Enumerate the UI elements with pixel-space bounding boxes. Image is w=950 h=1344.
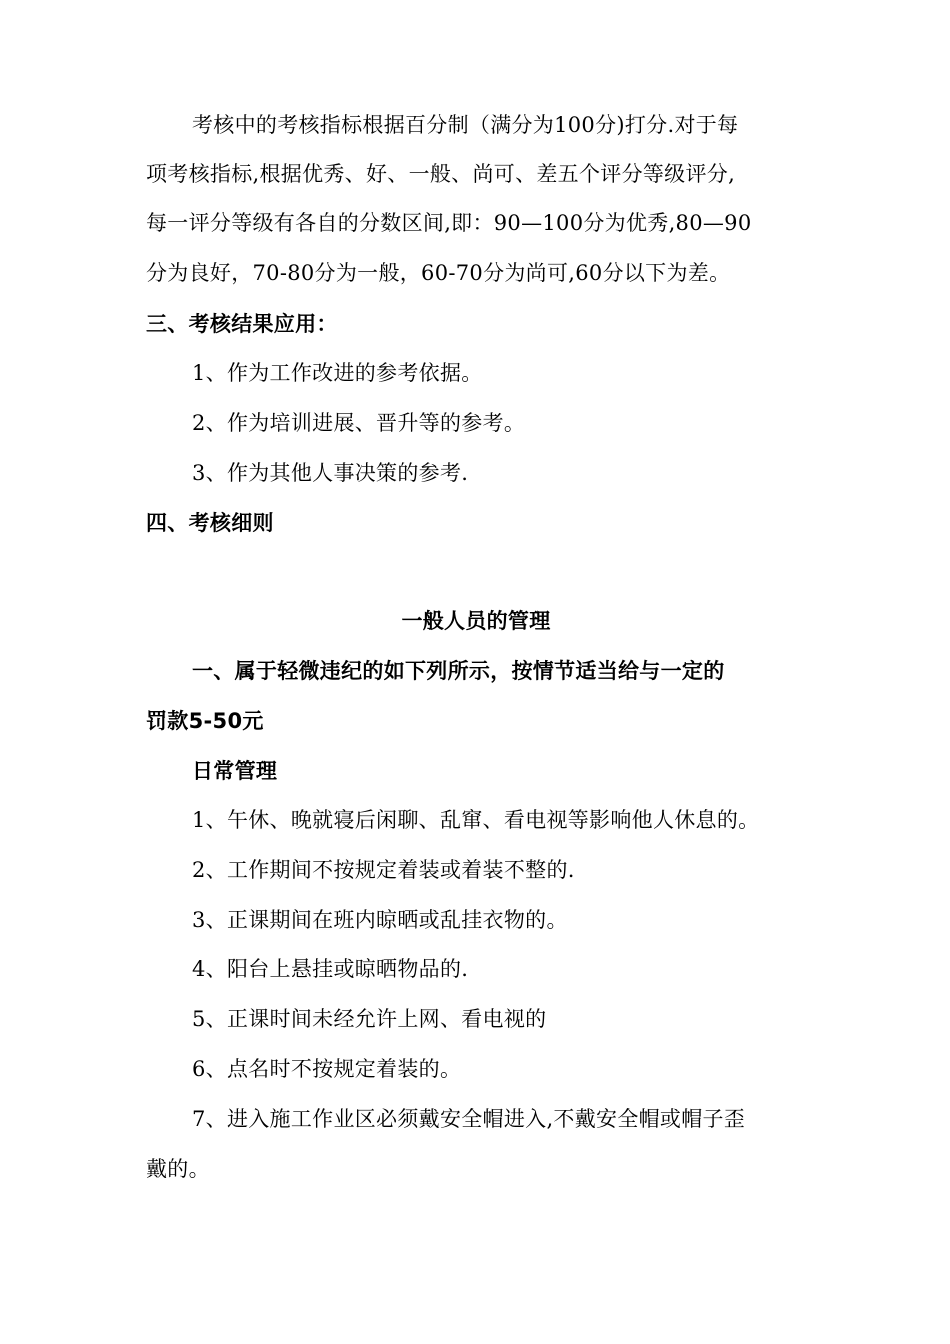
scoring-paragraph-line-4: 分为良好，70-80分为一般，60-70分为尚可,60分以下为差。 [146, 261, 731, 285]
daily-item-3: 3、正课期间在班内晾晒或乱挂衣物的。 [192, 908, 568, 932]
section-3-item-1: 1、作为工作改进的参考依据。 [192, 361, 483, 385]
minor-violation-line-2: 罚款5-50元 [146, 709, 264, 733]
section-3-item-2: 2、作为培训进展、晋升等的参考。 [192, 411, 526, 435]
section-3-heading: 三、考核结果应用： [146, 312, 338, 336]
scoring-paragraph-line-2: 项考核指标,根据优秀、好、一般、尚可、差五个评分等级评分, [146, 162, 736, 186]
section-4-heading: 四、考核细则 [146, 511, 274, 535]
daily-item-7-line-1: 7、进入施工作业区必须戴安全帽进入,不戴安全帽或帽子歪 [192, 1107, 746, 1131]
daily-item-6: 6、点名时不按规定着装的。 [192, 1057, 462, 1081]
daily-management-heading: 日常管理 [192, 759, 278, 783]
scoring-paragraph-line-1: 考核中的考核指标根据百分制（满分为100分)打分.对于每 [192, 113, 739, 137]
scoring-paragraph-line-3: 每一评分等级有各自的分数区间,即：90—100分为优秀,80—90 [146, 211, 752, 235]
daily-item-4: 4、阳台上悬挂或晾晒物品的. [192, 957, 469, 981]
minor-violation-line-1: 一、属于轻微违纪的如下列所示，按情节适当给与一定的 [192, 659, 725, 683]
section-3-item-3: 3、作为其他人事决策的参考. [192, 461, 469, 485]
daily-item-1: 1、午休、晚就寝后闲聊、乱窜、看电视等影响他人休息的。 [192, 808, 760, 832]
daily-item-7-line-2: 戴的。 [146, 1157, 210, 1181]
daily-item-2: 2、工作期间不按规定着装或着装不整的. [192, 858, 575, 882]
management-title: 一般人员的管理 [401, 609, 551, 633]
daily-item-5: 5、正课时间未经允许上网、看电视的 [192, 1007, 547, 1031]
